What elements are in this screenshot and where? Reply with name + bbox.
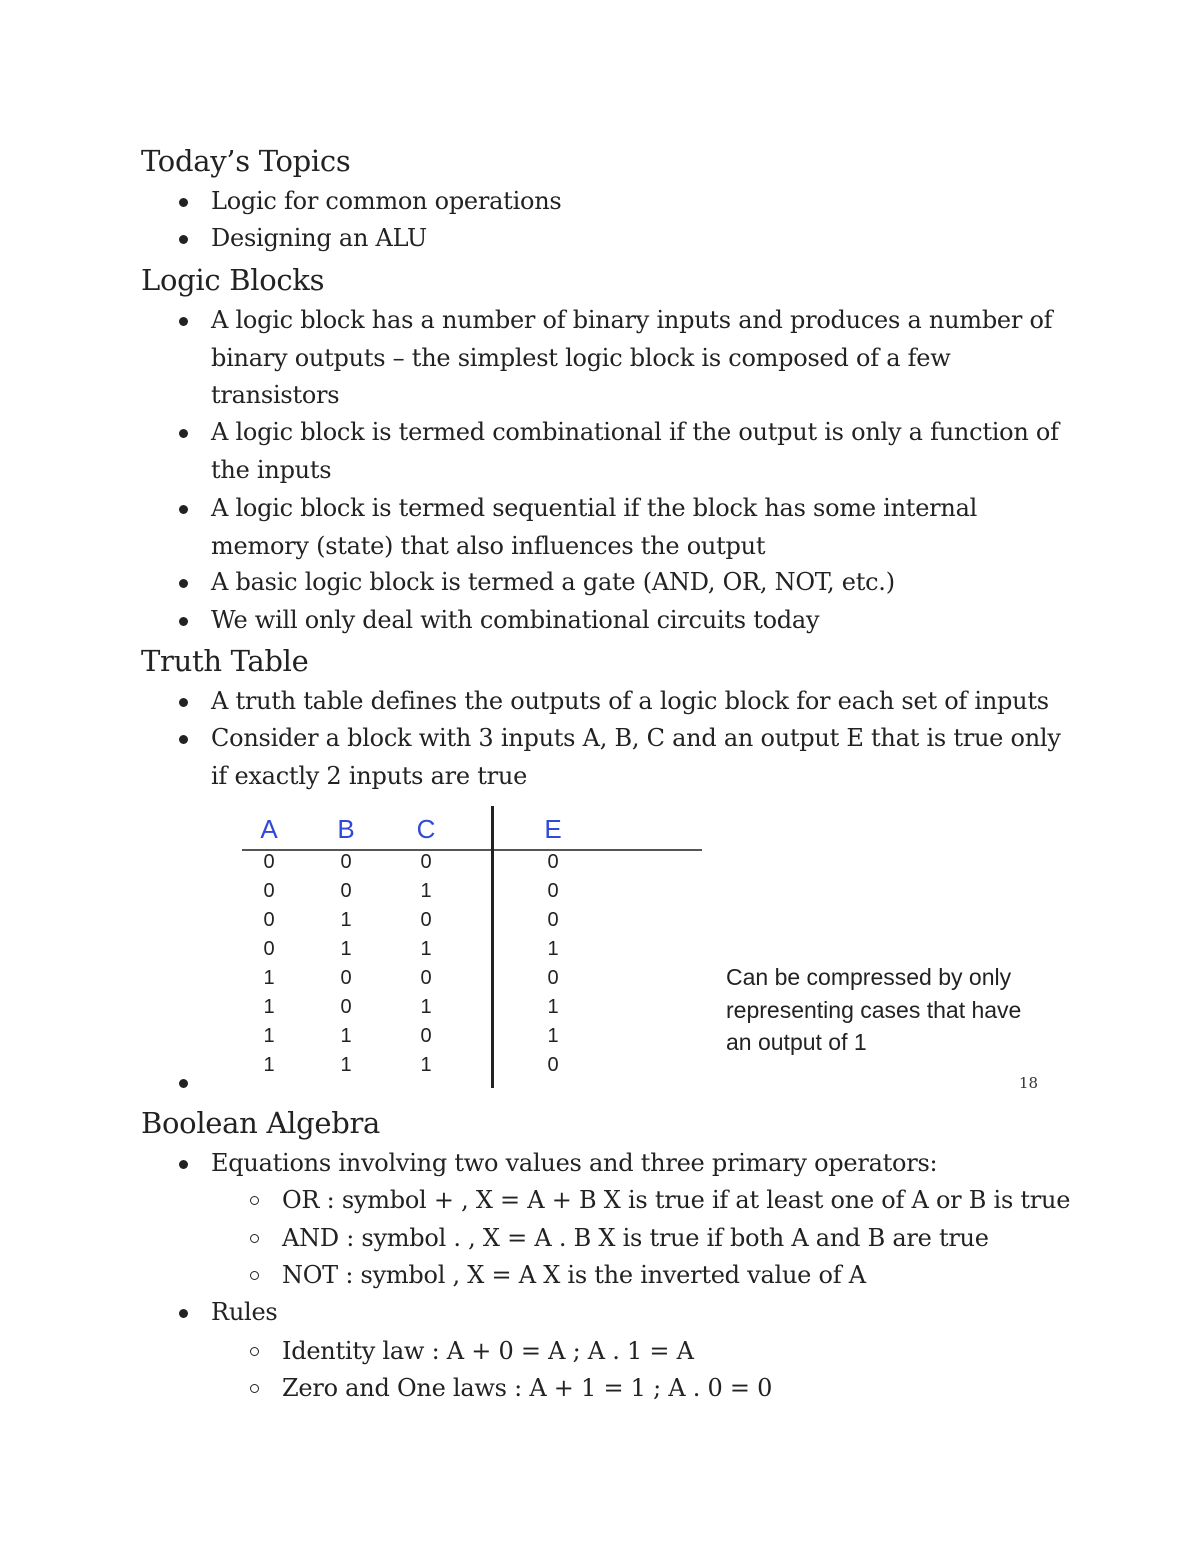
list-item: A logic block is termed sequential if the block has some internal memory (state) that also influences the output xyxy=(211,490,1071,565)
list-item: A logic block has a number of binary inputs and produces a number of binary outputs – the simplest logic block is composed of a few transistors xyxy=(211,302,1071,415)
truth-table-cell: 1 xyxy=(340,1025,352,1047)
sub-list-item: NOT : symbol , X = A X is the inverted value of A xyxy=(282,1257,1082,1295)
truth-table-cell: 0 xyxy=(263,880,275,902)
truth-table-cell: 1 xyxy=(340,1054,352,1076)
list-item: Consider a block with 3 inputs A, B, C and an output E that is true only if exactly 2 inputs are true xyxy=(211,720,1061,795)
truth-table-header-b: B xyxy=(337,814,355,844)
sub-list-item: Zero and One laws : A + 1 = 1 ; A . 0 = 0 xyxy=(282,1370,1082,1408)
truth-table-cell: 0 xyxy=(547,967,559,989)
truth-table-cell: 1 xyxy=(547,1025,559,1047)
list-item: Logic for common operations xyxy=(211,183,1071,221)
truth-table-cell: 0 xyxy=(547,909,559,931)
truth-table-cell: 0 xyxy=(340,880,352,902)
truth-table-cell: 0 xyxy=(420,1025,432,1047)
heading-logic-blocks: Logic Blocks xyxy=(141,263,325,297)
truth-table-cell: 0 xyxy=(547,1054,559,1076)
truth-table-cell: 1 xyxy=(263,967,275,989)
truth-table-cell: 1 xyxy=(340,909,352,931)
truth-table-cell: 1 xyxy=(263,1025,275,1047)
list-item: We will only deal with combinational circuits today xyxy=(211,602,1071,640)
list-item: Equations involving two values and three primary operators: xyxy=(211,1145,1071,1183)
truth-table-cell: 0 xyxy=(263,909,275,931)
sub-list-item: OR : symbol + , X = A + B X is true if at least one of A or B is true xyxy=(282,1182,1082,1220)
truth-table-cell: 1 xyxy=(263,1054,275,1076)
list-item: Designing an ALU xyxy=(211,220,1071,258)
truth-table-cell: 1 xyxy=(263,996,275,1018)
slide-number: 18 xyxy=(1019,1074,1039,1092)
truth-table-cell: 0 xyxy=(420,851,432,873)
truth-table-cell: 0 xyxy=(547,880,559,902)
truth-table-header-a: A xyxy=(260,814,278,844)
truth-table-note: Can be compressed by only representing cases that have an output of 1 xyxy=(726,964,1022,1055)
truth-table-cell: 1 xyxy=(420,880,432,902)
truth-table-cell: 1 xyxy=(420,996,432,1018)
heading-truth-table: Truth Table xyxy=(141,644,309,678)
list-item: A truth table defines the outputs of a logic block for each set of inputs xyxy=(211,683,1071,721)
truth-table-cell: 0 xyxy=(263,851,275,873)
heading-boolean-algebra: Boolean Algebra xyxy=(141,1106,381,1140)
list-item: A logic block is termed combinational if the output is only a function of the inputs xyxy=(211,414,1071,489)
truth-table-cell: 1 xyxy=(547,938,559,960)
truth-table-cell: 1 xyxy=(547,996,559,1018)
truth-table-cell: 0 xyxy=(263,938,275,960)
truth-table-header-e: E xyxy=(544,814,562,844)
table-header-divider xyxy=(242,849,702,851)
truth-table-cell: 0 xyxy=(340,996,352,1018)
sub-list-item: Identity law : A + 0 = A ; A . 1 = A xyxy=(282,1333,1082,1371)
table-output-divider xyxy=(491,806,494,1088)
truth-table-cell: 0 xyxy=(340,851,352,873)
truth-table-cell: 1 xyxy=(340,938,352,960)
sub-list-item: AND : symbol . , X = A . B X is true if both A and B are true xyxy=(282,1220,1082,1258)
figure-bullet xyxy=(179,1079,188,1088)
list-item: Rules xyxy=(211,1294,1071,1332)
truth-table-cell: 1 xyxy=(420,938,432,960)
truth-table-cell: 1 xyxy=(420,1054,432,1076)
list-item: A basic logic block is termed a gate (AND, OR, NOT, etc.) xyxy=(211,564,1071,602)
truth-table-cell: 0 xyxy=(547,851,559,873)
truth-table-cell: 0 xyxy=(420,967,432,989)
heading-todays-topics: Today’s Topics xyxy=(141,144,351,178)
truth-table-header-c: C xyxy=(416,814,436,844)
truth-table-cell: 0 xyxy=(420,909,432,931)
truth-table-cell: 0 xyxy=(340,967,352,989)
